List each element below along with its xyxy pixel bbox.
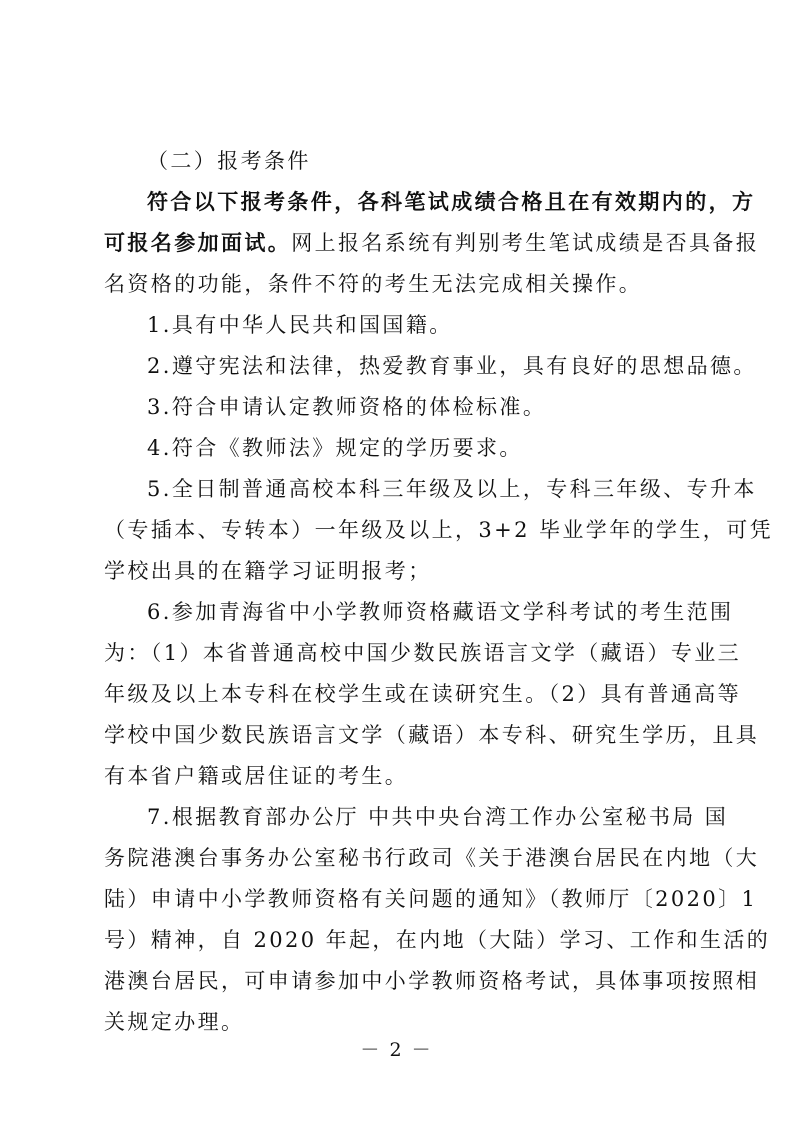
intro-line-1: 符合以下报考条件，各科笔试成绩合格且在有效期内的，方 <box>147 189 756 214</box>
condition-item-6-line-5: 有本省户籍或居住证的考生。 <box>104 764 409 788</box>
condition-item-7-line-2: 务院港澳台事务办公室秘书行政司《关于港澳台居民在内地（大 <box>104 846 760 870</box>
page-number: － 2 － <box>360 1039 433 1061</box>
condition-item-7-line-4: 号）精神，自 2020 年起，在内地（大陆）学习、工作和生活的 <box>104 928 771 952</box>
condition-item-5-line-3: 学校出具的在籍学习证明报考； <box>104 559 432 583</box>
condition-item-6-line-1: 6.参加青海省中小学教师资格藏语文学科考试的考生范围 <box>147 600 734 624</box>
intro-bold-text: 可报名参加面试。 <box>104 230 292 255</box>
condition-item-2: 2.遵守宪法和法律，热爱教育事业，具有良好的思想品德。 <box>147 354 757 378</box>
condition-item-6-line-3: 年级及以上本专科在校学生或在读研究生。（2）具有普通高等 <box>104 682 742 706</box>
intro-line-2 <box>104 228 793 258</box>
condition-item-1: 1.具有中华人民共和国国籍。 <box>147 313 453 337</box>
condition-item-7-line-1: 7.根据教育部办公厅 中共中央台湾工作办公室秘书局 国 <box>147 805 729 829</box>
condition-item-7-line-6: 关规定办理。 <box>104 1010 245 1034</box>
condition-item-3: 3.符合申请认定教师资格的体检标准。 <box>147 395 547 419</box>
intro-line-3: 名资格的功能，条件不符的考生无法完成相关操作。 <box>104 272 643 296</box>
condition-item-4: 4.符合《教师法》规定的学历要求。 <box>147 436 523 460</box>
condition-item-6-line-2: 为：（1）本省普通高校中国少数民族语言文学（藏语）专业三 <box>104 641 742 665</box>
condition-item-7-line-5: 港澳台居民，可申请参加中小学教师资格考试，具体事项按照相 <box>104 969 760 993</box>
condition-item-5-line-2: （专插本、专转本）一年级及以上，3+2 毕业学年的学生，可凭 <box>104 518 773 542</box>
condition-item-7-line-3: 陆）申请中小学教师资格有关问题的通知》（教师厅〔2020〕1 <box>104 887 758 911</box>
condition-item-5-line-1: 5.全日制普通高校本科三年级及以上，专科三年级、专升本 <box>147 477 757 501</box>
section-heading: （二）报考条件 <box>147 149 311 173</box>
condition-item-6-line-4: 学校中国少数民族语言文学（藏语）本专科、研究生学历，且具 <box>104 723 760 747</box>
intro-normal-text: 网上报名系统有判别考生笔试成绩是否具备报 <box>291 231 760 255</box>
